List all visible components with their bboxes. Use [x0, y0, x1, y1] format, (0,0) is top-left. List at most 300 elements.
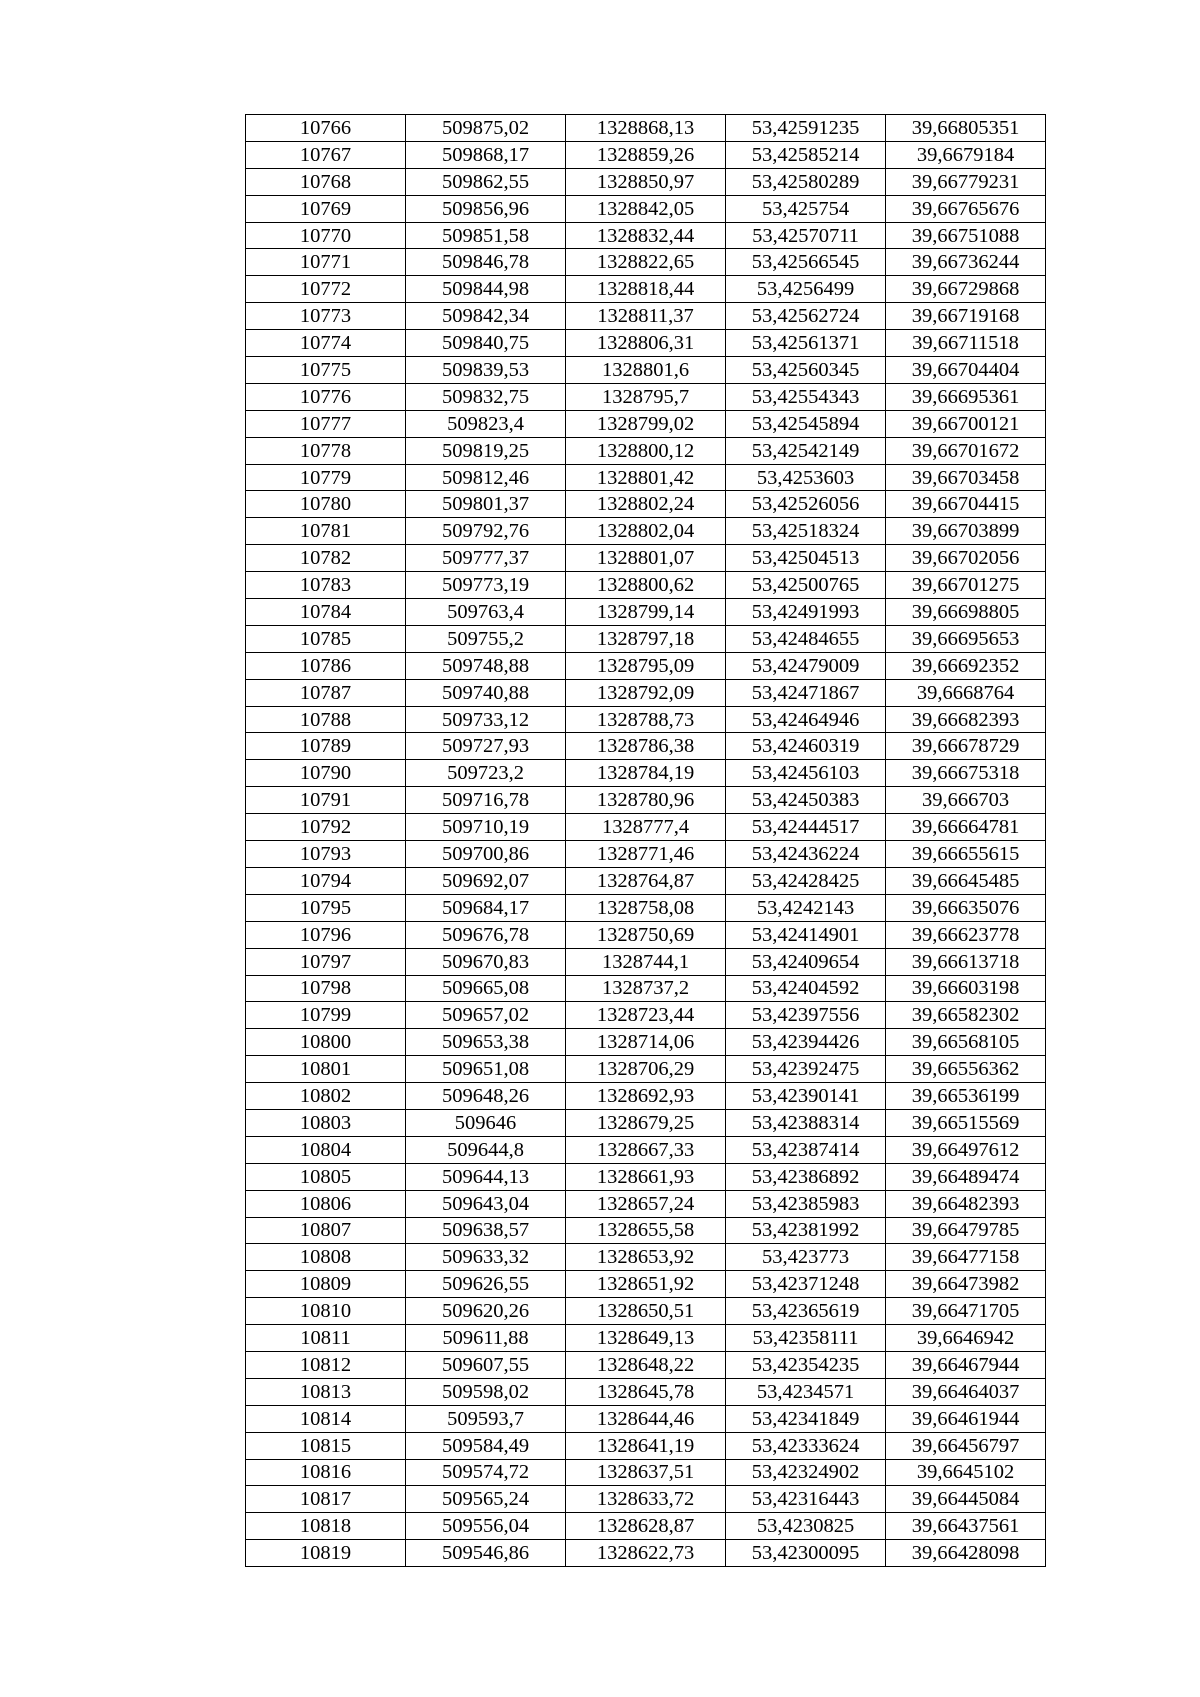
y-coordinate-cell: 1328797,18	[566, 625, 726, 652]
x-coordinate-cell: 509840,75	[406, 330, 566, 357]
x-coordinate-cell: 509700,86	[406, 841, 566, 868]
table-row	[246, 1378, 1046, 1405]
y-coordinate-cell: 1328800,12	[566, 437, 726, 464]
table-row	[246, 652, 1046, 679]
latitude-cell: 53,425754	[726, 195, 886, 222]
x-coordinate-cell: 509651,08	[406, 1056, 566, 1083]
y-coordinate-cell: 1328802,04	[566, 518, 726, 545]
point-number-cell: 10808	[246, 1244, 406, 1271]
latitude-cell: 53,42365619	[726, 1298, 886, 1325]
point-number-cell: 10805	[246, 1163, 406, 1190]
y-coordinate-cell: 1328723,44	[566, 1002, 726, 1029]
point-number-cell: 10778	[246, 437, 406, 464]
longitude-cell: 39,666703	[886, 787, 1046, 814]
y-coordinate-cell: 1328868,13	[566, 115, 726, 142]
latitude-cell: 53,423773	[726, 1244, 886, 1271]
point-number-cell: 10775	[246, 357, 406, 384]
latitude-cell: 53,42388314	[726, 1109, 886, 1136]
x-coordinate-cell: 509676,78	[406, 921, 566, 948]
y-coordinate-cell: 1328641,19	[566, 1432, 726, 1459]
longitude-cell: 39,66700121	[886, 410, 1046, 437]
longitude-cell: 39,66675318	[886, 760, 1046, 787]
point-number-cell: 10787	[246, 679, 406, 706]
latitude-cell: 53,42561371	[726, 330, 886, 357]
latitude-cell: 53,42394426	[726, 1029, 886, 1056]
latitude-cell: 53,4242143	[726, 894, 886, 921]
x-coordinate-cell: 509607,55	[406, 1351, 566, 1378]
table-row	[246, 115, 1046, 142]
table-row	[246, 1325, 1046, 1352]
y-coordinate-cell: 1328628,87	[566, 1513, 726, 1540]
table-row	[246, 168, 1046, 195]
y-coordinate-cell: 1328750,69	[566, 921, 726, 948]
longitude-cell: 39,66664781	[886, 814, 1046, 841]
longitude-cell: 39,66701275	[886, 572, 1046, 599]
coordinates-table	[245, 114, 1046, 1567]
longitude-cell: 39,66445084	[886, 1486, 1046, 1513]
longitude-cell: 39,66719168	[886, 303, 1046, 330]
x-coordinate-cell: 509846,78	[406, 249, 566, 276]
y-coordinate-cell: 1328792,09	[566, 679, 726, 706]
y-coordinate-cell: 1328714,06	[566, 1029, 726, 1056]
table-row	[246, 1486, 1046, 1513]
x-coordinate-cell: 509565,24	[406, 1486, 566, 1513]
longitude-cell: 39,66702056	[886, 545, 1046, 572]
point-number-cell: 10804	[246, 1136, 406, 1163]
longitude-cell: 39,66703899	[886, 518, 1046, 545]
longitude-cell: 39,66701672	[886, 437, 1046, 464]
point-number-cell: 10816	[246, 1459, 406, 1486]
table-row	[246, 410, 1046, 437]
x-coordinate-cell: 509740,88	[406, 679, 566, 706]
latitude-cell: 53,42386892	[726, 1163, 886, 1190]
point-number-cell: 10813	[246, 1378, 406, 1405]
y-coordinate-cell: 1328679,25	[566, 1109, 726, 1136]
latitude-cell: 53,42518324	[726, 518, 886, 545]
point-number-cell: 10799	[246, 1002, 406, 1029]
y-coordinate-cell: 1328692,93	[566, 1083, 726, 1110]
point-number-cell: 10767	[246, 141, 406, 168]
latitude-cell: 53,42428425	[726, 867, 886, 894]
table-row	[246, 894, 1046, 921]
x-coordinate-cell: 509723,2	[406, 760, 566, 787]
latitude-cell: 53,42444517	[726, 814, 886, 841]
table-row	[246, 975, 1046, 1002]
point-number-cell: 10803	[246, 1109, 406, 1136]
y-coordinate-cell: 1328771,46	[566, 841, 726, 868]
longitude-cell: 39,66477158	[886, 1244, 1046, 1271]
x-coordinate-cell: 509644,8	[406, 1136, 566, 1163]
point-number-cell: 10766	[246, 115, 406, 142]
x-coordinate-cell: 509727,93	[406, 733, 566, 760]
table-row	[246, 572, 1046, 599]
table-row	[246, 357, 1046, 384]
latitude-cell: 53,42566545	[726, 249, 886, 276]
point-number-cell: 10792	[246, 814, 406, 841]
x-coordinate-cell: 509844,98	[406, 276, 566, 303]
longitude-cell: 39,66695361	[886, 383, 1046, 410]
x-coordinate-cell: 509611,88	[406, 1325, 566, 1352]
y-coordinate-cell: 1328850,97	[566, 168, 726, 195]
table-row	[246, 1163, 1046, 1190]
x-coordinate-cell: 509755,2	[406, 625, 566, 652]
latitude-cell: 53,42464946	[726, 706, 886, 733]
longitude-cell: 39,66568105	[886, 1029, 1046, 1056]
point-number-cell: 10817	[246, 1486, 406, 1513]
y-coordinate-cell: 1328799,02	[566, 410, 726, 437]
x-coordinate-cell: 509856,96	[406, 195, 566, 222]
y-coordinate-cell: 1328644,46	[566, 1405, 726, 1432]
y-coordinate-cell: 1328651,92	[566, 1271, 726, 1298]
point-number-cell: 10793	[246, 841, 406, 868]
y-coordinate-cell: 1328764,87	[566, 867, 726, 894]
point-number-cell: 10788	[246, 706, 406, 733]
y-coordinate-cell: 1328758,08	[566, 894, 726, 921]
longitude-cell: 39,66692352	[886, 652, 1046, 679]
table-row	[246, 867, 1046, 894]
y-coordinate-cell: 1328788,73	[566, 706, 726, 733]
longitude-cell: 39,6679184	[886, 141, 1046, 168]
x-coordinate-cell: 509792,76	[406, 518, 566, 545]
longitude-cell: 39,66655615	[886, 841, 1046, 868]
x-coordinate-cell: 509733,12	[406, 706, 566, 733]
longitude-cell: 39,66703458	[886, 464, 1046, 491]
table-row	[246, 625, 1046, 652]
latitude-cell: 53,42504513	[726, 545, 886, 572]
latitude-cell: 53,42358111	[726, 1325, 886, 1352]
table-row	[246, 222, 1046, 249]
longitude-cell: 39,6646942	[886, 1325, 1046, 1352]
point-number-cell: 10806	[246, 1190, 406, 1217]
point-number-cell: 10770	[246, 222, 406, 249]
point-number-cell: 10794	[246, 867, 406, 894]
latitude-cell: 53,42591235	[726, 115, 886, 142]
table-row	[246, 1190, 1046, 1217]
latitude-cell: 53,42371248	[726, 1271, 886, 1298]
y-coordinate-cell: 1328657,24	[566, 1190, 726, 1217]
y-coordinate-cell: 1328802,24	[566, 491, 726, 518]
point-number-cell: 10780	[246, 491, 406, 518]
latitude-cell: 53,42381992	[726, 1217, 886, 1244]
longitude-cell: 39,66497612	[886, 1136, 1046, 1163]
x-coordinate-cell: 509875,02	[406, 115, 566, 142]
latitude-cell: 53,42436224	[726, 841, 886, 868]
point-number-cell: 10802	[246, 1083, 406, 1110]
x-coordinate-cell: 509598,02	[406, 1378, 566, 1405]
x-coordinate-cell: 509665,08	[406, 975, 566, 1002]
table-row	[246, 195, 1046, 222]
latitude-cell: 53,4230825	[726, 1513, 886, 1540]
longitude-cell: 39,66765676	[886, 195, 1046, 222]
latitude-cell: 53,42414901	[726, 921, 886, 948]
longitude-cell: 39,66704404	[886, 357, 1046, 384]
point-number-cell: 10786	[246, 652, 406, 679]
y-coordinate-cell: 1328645,78	[566, 1378, 726, 1405]
table-row	[246, 679, 1046, 706]
y-coordinate-cell: 1328799,14	[566, 599, 726, 626]
table-row	[246, 1540, 1046, 1567]
latitude-cell: 53,42560345	[726, 357, 886, 384]
latitude-cell: 53,42491993	[726, 599, 886, 626]
latitude-cell: 53,4234571	[726, 1378, 886, 1405]
latitude-cell: 53,42542149	[726, 437, 886, 464]
latitude-cell: 53,42479009	[726, 652, 886, 679]
table-row	[246, 1244, 1046, 1271]
latitude-cell: 53,42385983	[726, 1190, 886, 1217]
y-coordinate-cell: 1328655,58	[566, 1217, 726, 1244]
point-number-cell: 10779	[246, 464, 406, 491]
point-number-cell: 10784	[246, 599, 406, 626]
point-number-cell: 10819	[246, 1540, 406, 1567]
x-coordinate-cell: 509832,75	[406, 383, 566, 410]
table-row	[246, 276, 1046, 303]
longitude-cell: 39,66603198	[886, 975, 1046, 1002]
x-coordinate-cell: 509684,17	[406, 894, 566, 921]
x-coordinate-cell: 509842,34	[406, 303, 566, 330]
y-coordinate-cell: 1328832,44	[566, 222, 726, 249]
longitude-cell: 39,66698805	[886, 599, 1046, 626]
x-coordinate-cell: 509777,37	[406, 545, 566, 572]
y-coordinate-cell: 1328667,33	[566, 1136, 726, 1163]
y-coordinate-cell: 1328800,62	[566, 572, 726, 599]
y-coordinate-cell: 1328859,26	[566, 141, 726, 168]
x-coordinate-cell: 509692,07	[406, 867, 566, 894]
y-coordinate-cell: 1328811,37	[566, 303, 726, 330]
latitude-cell: 53,42585214	[726, 141, 886, 168]
point-number-cell: 10811	[246, 1325, 406, 1352]
y-coordinate-cell: 1328633,72	[566, 1486, 726, 1513]
y-coordinate-cell: 1328818,44	[566, 276, 726, 303]
latitude-cell: 53,42526056	[726, 491, 886, 518]
table-row	[246, 437, 1046, 464]
point-number-cell: 10800	[246, 1029, 406, 1056]
table-row	[246, 706, 1046, 733]
x-coordinate-cell: 509643,04	[406, 1190, 566, 1217]
x-coordinate-cell: 509710,19	[406, 814, 566, 841]
x-coordinate-cell: 509546,86	[406, 1540, 566, 1567]
latitude-cell: 53,42316443	[726, 1486, 886, 1513]
x-coordinate-cell: 509839,53	[406, 357, 566, 384]
table-row	[246, 841, 1046, 868]
longitude-cell: 39,66635076	[886, 894, 1046, 921]
latitude-cell: 53,42387414	[726, 1136, 886, 1163]
latitude-cell: 53,42324902	[726, 1459, 886, 1486]
longitude-cell: 39,66729868	[886, 276, 1046, 303]
longitude-cell: 39,66473982	[886, 1271, 1046, 1298]
point-number-cell: 10814	[246, 1405, 406, 1432]
table-row	[246, 383, 1046, 410]
latitude-cell: 53,42354235	[726, 1351, 886, 1378]
longitude-cell: 39,6645102	[886, 1459, 1046, 1486]
x-coordinate-cell: 509748,88	[406, 652, 566, 679]
table-row	[246, 1298, 1046, 1325]
latitude-cell: 53,42404592	[726, 975, 886, 1002]
latitude-cell: 53,42450383	[726, 787, 886, 814]
table-row	[246, 491, 1046, 518]
point-number-cell: 10815	[246, 1432, 406, 1459]
longitude-cell: 39,66515569	[886, 1109, 1046, 1136]
x-coordinate-cell: 509646	[406, 1109, 566, 1136]
y-coordinate-cell: 1328842,05	[566, 195, 726, 222]
y-coordinate-cell: 1328795,7	[566, 383, 726, 410]
y-coordinate-cell: 1328649,13	[566, 1325, 726, 1352]
x-coordinate-cell: 509657,02	[406, 1002, 566, 1029]
table-row	[246, 760, 1046, 787]
latitude-cell: 53,42554343	[726, 383, 886, 410]
longitude-cell: 39,66467944	[886, 1351, 1046, 1378]
latitude-cell: 53,42545894	[726, 410, 886, 437]
point-number-cell: 10801	[246, 1056, 406, 1083]
latitude-cell: 53,42580289	[726, 168, 886, 195]
x-coordinate-cell: 509648,26	[406, 1083, 566, 1110]
longitude-cell: 39,66682393	[886, 706, 1046, 733]
longitude-cell: 39,66471705	[886, 1298, 1046, 1325]
table-row	[246, 1459, 1046, 1486]
x-coordinate-cell: 509574,72	[406, 1459, 566, 1486]
point-number-cell: 10790	[246, 760, 406, 787]
longitude-cell: 39,66428098	[886, 1540, 1046, 1567]
point-number-cell: 10797	[246, 948, 406, 975]
point-number-cell: 10777	[246, 410, 406, 437]
point-number-cell: 10769	[246, 195, 406, 222]
latitude-cell: 53,42409654	[726, 948, 886, 975]
longitude-cell: 39,66464037	[886, 1378, 1046, 1405]
y-coordinate-cell: 1328784,19	[566, 760, 726, 787]
longitude-cell: 39,66736244	[886, 249, 1046, 276]
y-coordinate-cell: 1328650,51	[566, 1298, 726, 1325]
point-number-cell: 10807	[246, 1217, 406, 1244]
point-number-cell: 10785	[246, 625, 406, 652]
latitude-cell: 53,42397556	[726, 1002, 886, 1029]
longitude-cell: 39,66437561	[886, 1513, 1046, 1540]
x-coordinate-cell: 509620,26	[406, 1298, 566, 1325]
y-coordinate-cell: 1328806,31	[566, 330, 726, 357]
longitude-cell: 39,6668764	[886, 679, 1046, 706]
y-coordinate-cell: 1328744,1	[566, 948, 726, 975]
point-number-cell: 10791	[246, 787, 406, 814]
table-row	[246, 1351, 1046, 1378]
table-row	[246, 814, 1046, 841]
point-number-cell: 10818	[246, 1513, 406, 1540]
latitude-cell: 53,42484655	[726, 625, 886, 652]
x-coordinate-cell: 509644,13	[406, 1163, 566, 1190]
latitude-cell: 53,42460319	[726, 733, 886, 760]
latitude-cell: 53,42471867	[726, 679, 886, 706]
x-coordinate-cell: 509763,4	[406, 599, 566, 626]
y-coordinate-cell: 1328822,65	[566, 249, 726, 276]
latitude-cell: 53,4256499	[726, 276, 886, 303]
y-coordinate-cell: 1328801,07	[566, 545, 726, 572]
x-coordinate-cell: 509812,46	[406, 464, 566, 491]
longitude-cell: 39,66623778	[886, 921, 1046, 948]
point-number-cell: 10781	[246, 518, 406, 545]
point-number-cell: 10789	[246, 733, 406, 760]
longitude-cell: 39,66536199	[886, 1083, 1046, 1110]
longitude-cell: 39,66711518	[886, 330, 1046, 357]
point-number-cell: 10810	[246, 1298, 406, 1325]
y-coordinate-cell: 1328653,92	[566, 1244, 726, 1271]
latitude-cell: 53,42570711	[726, 222, 886, 249]
latitude-cell: 53,42333624	[726, 1432, 886, 1459]
latitude-cell: 53,4253603	[726, 464, 886, 491]
table-row	[246, 1136, 1046, 1163]
table-row	[246, 1109, 1046, 1136]
longitude-cell: 39,66645485	[886, 867, 1046, 894]
latitude-cell: 53,42392475	[726, 1056, 886, 1083]
y-coordinate-cell: 1328637,51	[566, 1459, 726, 1486]
x-coordinate-cell: 509851,58	[406, 222, 566, 249]
y-coordinate-cell: 1328780,96	[566, 787, 726, 814]
x-coordinate-cell: 509638,57	[406, 1217, 566, 1244]
x-coordinate-cell: 509862,55	[406, 168, 566, 195]
point-number-cell: 10771	[246, 249, 406, 276]
table-row	[246, 1029, 1046, 1056]
longitude-cell: 39,66751088	[886, 222, 1046, 249]
table-row	[246, 1056, 1046, 1083]
y-coordinate-cell: 1328648,22	[566, 1351, 726, 1378]
latitude-cell: 53,42562724	[726, 303, 886, 330]
x-coordinate-cell: 509801,37	[406, 491, 566, 518]
longitude-cell: 39,66482393	[886, 1190, 1046, 1217]
latitude-cell: 53,42341849	[726, 1405, 886, 1432]
x-coordinate-cell: 509716,78	[406, 787, 566, 814]
longitude-cell: 39,66678729	[886, 733, 1046, 760]
table-row	[246, 141, 1046, 168]
y-coordinate-cell: 1328795,09	[566, 652, 726, 679]
longitude-cell: 39,66779231	[886, 168, 1046, 195]
longitude-cell: 39,66456797	[886, 1432, 1046, 1459]
latitude-cell: 53,42500765	[726, 572, 886, 599]
y-coordinate-cell: 1328661,93	[566, 1163, 726, 1190]
x-coordinate-cell: 509670,83	[406, 948, 566, 975]
longitude-cell: 39,66489474	[886, 1163, 1046, 1190]
table-row	[246, 1083, 1046, 1110]
table-row	[246, 1002, 1046, 1029]
coordinates-table-body	[246, 115, 1046, 1567]
x-coordinate-cell: 509868,17	[406, 141, 566, 168]
x-coordinate-cell: 509823,4	[406, 410, 566, 437]
point-number-cell: 10773	[246, 303, 406, 330]
table-row	[246, 1271, 1046, 1298]
point-number-cell: 10795	[246, 894, 406, 921]
table-row	[246, 249, 1046, 276]
x-coordinate-cell: 509773,19	[406, 572, 566, 599]
point-number-cell: 10768	[246, 168, 406, 195]
x-coordinate-cell: 509626,55	[406, 1271, 566, 1298]
longitude-cell: 39,66613718	[886, 948, 1046, 975]
table-row	[246, 303, 1046, 330]
longitude-cell: 39,66582302	[886, 1002, 1046, 1029]
point-number-cell: 10809	[246, 1271, 406, 1298]
y-coordinate-cell: 1328786,38	[566, 733, 726, 760]
x-coordinate-cell: 509633,32	[406, 1244, 566, 1271]
point-number-cell: 10772	[246, 276, 406, 303]
table-row	[246, 545, 1046, 572]
table-row	[246, 787, 1046, 814]
point-number-cell: 10812	[246, 1351, 406, 1378]
table-row	[246, 330, 1046, 357]
table-row	[246, 948, 1046, 975]
point-number-cell: 10782	[246, 545, 406, 572]
y-coordinate-cell: 1328622,73	[566, 1540, 726, 1567]
y-coordinate-cell: 1328737,2	[566, 975, 726, 1002]
x-coordinate-cell: 509653,38	[406, 1029, 566, 1056]
x-coordinate-cell: 509593,7	[406, 1405, 566, 1432]
table-row	[246, 464, 1046, 491]
table-row	[246, 1513, 1046, 1540]
y-coordinate-cell: 1328777,4	[566, 814, 726, 841]
y-coordinate-cell: 1328706,29	[566, 1056, 726, 1083]
